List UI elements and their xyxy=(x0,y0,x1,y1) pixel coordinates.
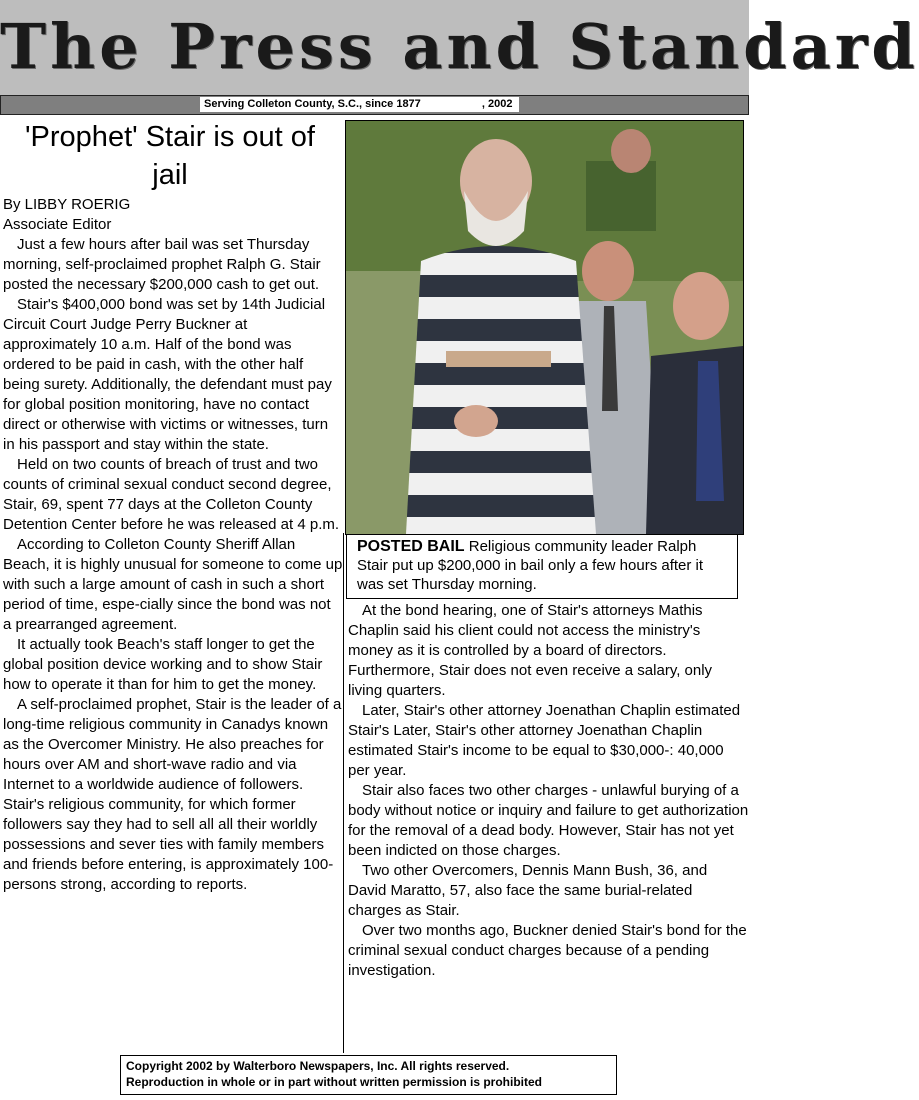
byline: By LIBBY ROERIG xyxy=(3,196,131,213)
article-paragraph: Later, Stair's other attorney Joenathan Chaplin estimated Stair's Later, Stair's other attorney Joenathan Chaplin estimated Stair's income to be equal to $30,000-: 40,000 per year. xyxy=(348,702,741,779)
article-paragraph: Over two months ago, Buckner denied Stair's bond for the criminal sexual conduct charges because of a pending investigation. xyxy=(348,922,747,979)
article-paragraph: Just a few hours after bail was set Thursday morning, self-proclaimed prophet Ralph G. Stair posted the necessary $200,000 cash to get out. xyxy=(3,236,321,293)
article-headline: 'Prophet' Stair is out of jail xyxy=(25,121,315,191)
dateline-bar xyxy=(0,95,749,115)
masthead xyxy=(0,0,919,95)
article-left-column xyxy=(3,195,343,895)
article-paragraph: Stair also faces two other charges - unlawful burying of a body without notice or inquiry and failure to get authorization for the removal of a dead body. However, Stair has not yet been indicted on those charges. xyxy=(348,782,749,859)
reproduction-notice: Reproduction in whole or in part without written permission is prohibited xyxy=(126,1075,543,1089)
article-paragraph: At the bond hearing, one of Stair's attorneys Mathis Chaplin said his client could not access the ministry's money as it is controlled by a board of directors. Furthermore, Stair does not even receive a salary, only living quarters. xyxy=(348,602,713,699)
copyright-notice xyxy=(120,1055,617,1095)
byline-title: Associate Editor xyxy=(3,216,112,233)
caption-text: Religious community leader Ralph Stair put up $200,000 in bail only a few hours after it was set Thursday morning. xyxy=(357,538,704,593)
article-paragraph: Stair's $400,000 bond was set by 14th Judicial Circuit Court Judge Perry Buckner at approximately 10 a.m. Half of the bond was ordered to be paid in cash, with the other half being surety. Additionally, the defendant must pay for global position monitoring, have no contact direct or otherwise with victims or witnesses, turn in his passport and stay within the state. xyxy=(3,296,332,453)
article-paragraph: Held on two counts of breach of trust and two counts of criminal sexual conduct second degree, Stair, 69, spent 77 days at the Colleton County Detention Center before he was released at 4 p.m. xyxy=(3,456,340,533)
photo-caption xyxy=(346,534,738,599)
newspaper-title: The Press and Standard xyxy=(0,10,919,83)
column-divider xyxy=(343,533,344,1053)
dateline: Serving Colleton County, S.C., since 1877 , 2002 xyxy=(200,97,519,112)
news-photo xyxy=(345,120,744,535)
copyright-line: Copyright 2002 by Walterboro Newspapers, Inc. All rights reserved. xyxy=(126,1059,510,1073)
article-paragraph: According to Colleton County Sheriff Allan Beach, it is highly unusual for someone to come up with such a large amount of cash in such a short period of time, espe-cially since the bond was not a prearranged agreement. xyxy=(3,536,343,633)
caption-heading: POSTED BAIL xyxy=(357,538,465,555)
article-right-column xyxy=(348,601,749,981)
article-paragraph: It actually took Beach's staff longer to get the global position device working and to show Stair how to operate it than for him to get the money. xyxy=(3,636,323,693)
article-paragraph: A self-proclaimed prophet, Stair is the leader of a long-time religious community in Canadys known as the Overcomer Ministry. He also preaches for hours over AM and short-wave radio and via Internet to a worldwide audience of followers. Stair's religious community, for which former followers say they had to sell all all their worldly possessions and sever ties with family members and friends before entering, is approximately 100-persons strong, according to reports. xyxy=(3,696,342,893)
article-paragraph: Two other Overcomers, Dennis Mann Bush, 36, and David Maratto, 57, also face the same burial-related charges as Stair. xyxy=(348,862,708,919)
